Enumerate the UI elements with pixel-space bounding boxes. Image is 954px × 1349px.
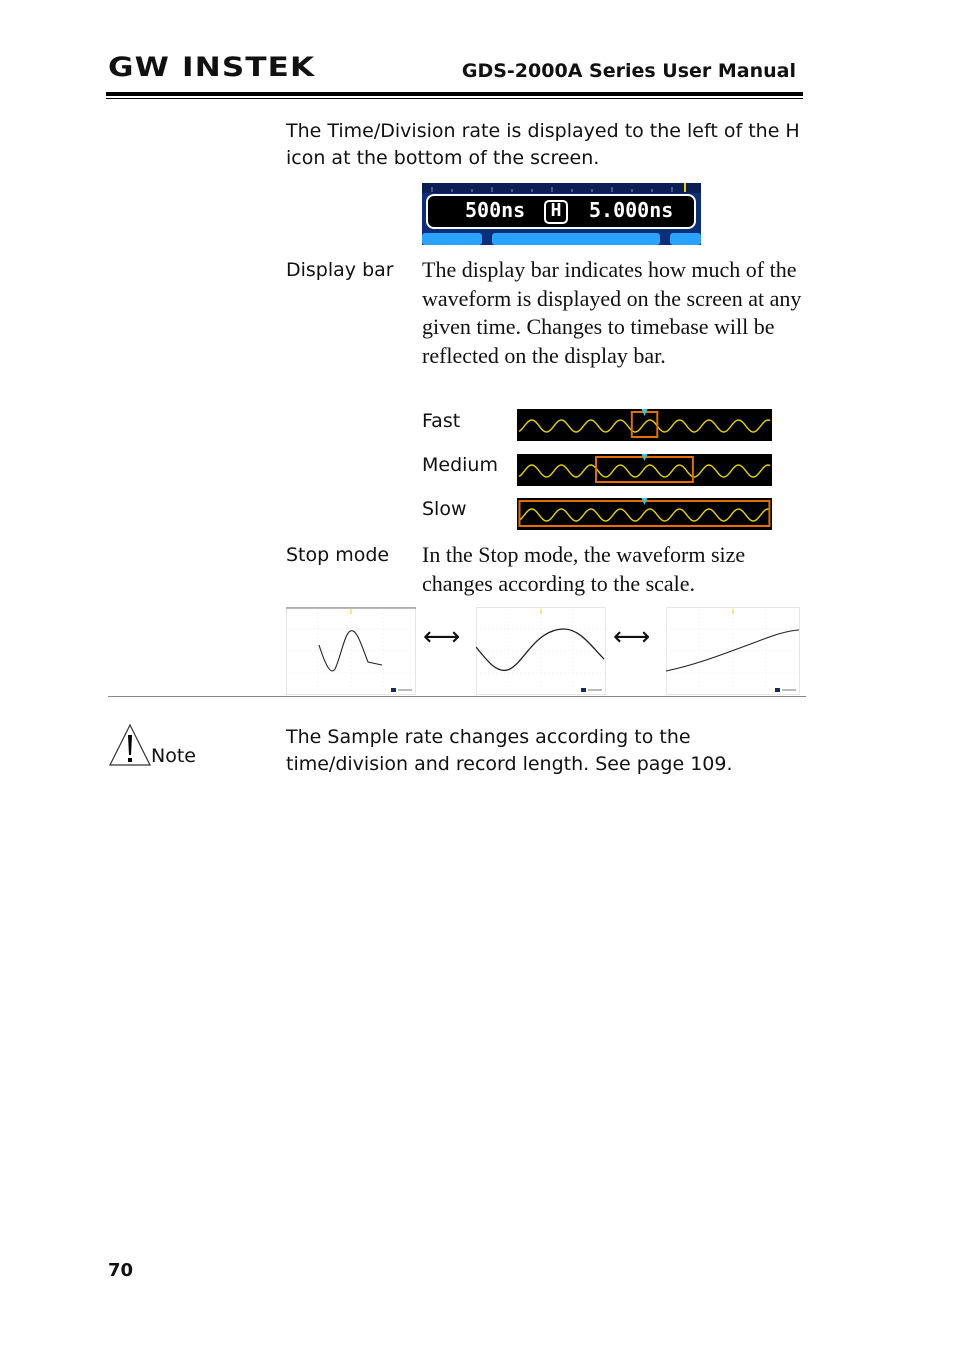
warning-triangle-icon xyxy=(108,722,152,768)
brand-logo: GW INSTEK xyxy=(108,52,316,83)
timebase-display xyxy=(422,183,701,245)
waveform-medium xyxy=(519,465,770,477)
waveform-slow xyxy=(519,509,770,521)
stop-mode-screen-3-graphic xyxy=(666,607,800,695)
section-divider xyxy=(108,696,806,697)
intro-text: The Time/Division rate is displayed to the left of the H icon at the bottom of the screen. xyxy=(286,120,800,169)
h-icon-label: H xyxy=(550,200,562,221)
display-bar-slow xyxy=(517,498,772,530)
time-division-readout: 500ns xyxy=(465,198,526,222)
note-text: The Sample rate changes according to the time/division and record length. See page 109. xyxy=(286,726,733,775)
display-bar-description: The display bar indicates how much of the waveform is displayed on the screen at any given time. Changes to timebase will be reflected on the display bar. xyxy=(422,257,802,368)
stop-mode-screen-1-graphic xyxy=(286,607,416,695)
waveform-fast xyxy=(519,420,770,432)
display-bar-label: Display bar xyxy=(286,259,394,281)
display-bar-fast xyxy=(517,409,772,441)
display-bar-medium-graphic xyxy=(517,454,772,486)
double-arrow-icon-1: ⟷ xyxy=(423,622,461,652)
note-label: Note xyxy=(151,745,196,767)
header-rule-thick xyxy=(106,92,803,96)
stop-mode-description: In the Stop mode, the waveform size changes according to the scale. xyxy=(422,542,746,596)
h-position-readout: 5.000ns xyxy=(589,198,674,222)
double-arrow-icon-2: ⟷ xyxy=(613,622,651,652)
header-rule-thin xyxy=(106,98,803,99)
manual-title: GDS-2000A Series User Manual xyxy=(461,60,796,82)
stop-mode-screen-2-graphic xyxy=(476,607,606,695)
display-bar-medium xyxy=(517,454,772,486)
page-number: 70 xyxy=(108,1260,134,1281)
speed-label-fast: Fast xyxy=(422,410,461,432)
speed-label-medium: Medium xyxy=(422,454,498,476)
stop-mode-screen-1 xyxy=(286,607,416,695)
display-bar-slow-graphic xyxy=(517,498,772,530)
stop-mode-label: Stop mode xyxy=(286,544,390,566)
display-bar-fast-graphic xyxy=(517,409,772,441)
stop-mode-screen-3 xyxy=(666,607,796,695)
speed-label-slow: Slow xyxy=(422,498,467,520)
stop-mode-screen-2 xyxy=(476,607,606,695)
